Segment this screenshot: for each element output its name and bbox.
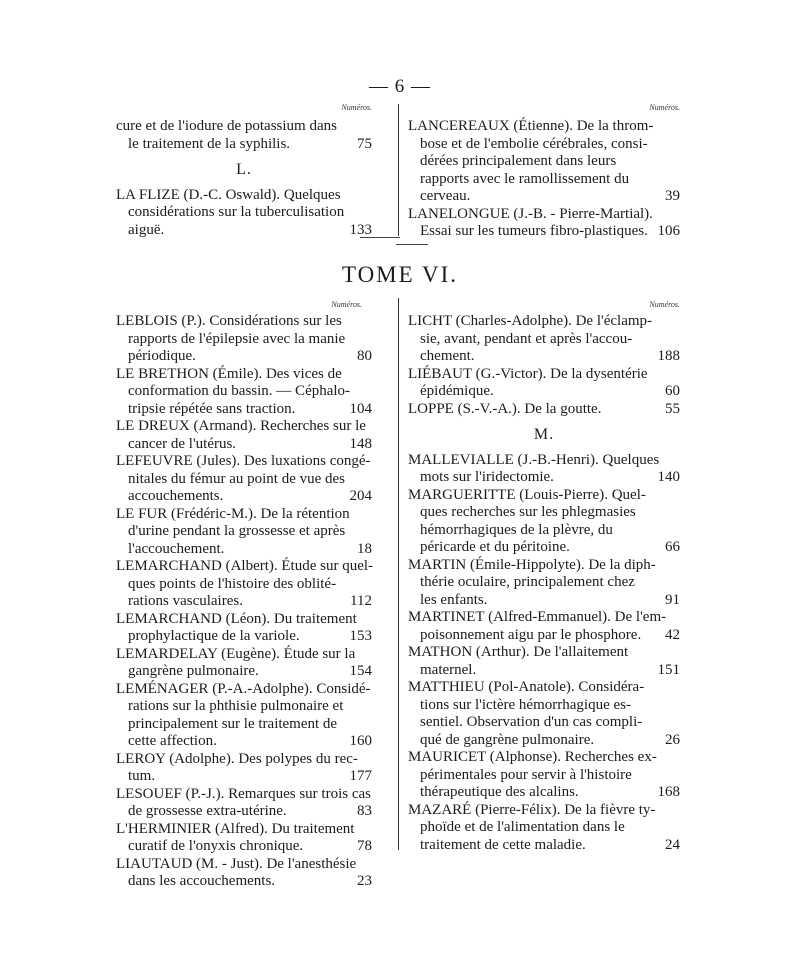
tome-right-column — [408, 313, 680, 854]
index-entry — [116, 856, 372, 891]
entry-line: qué de gangrène pulmonaire. — [420, 731, 595, 748]
entry-line: gangrène pulmonaire. — [128, 663, 259, 679]
entry-line: ques recherches sur les phlegmasies — [420, 504, 636, 520]
numeros-header: Numéros. — [649, 300, 680, 309]
section-letter: M. — [533, 426, 555, 443]
entry-number: 168 — [657, 784, 680, 800]
entry-line: LEMARCHAND (Léon). Du traitement — [116, 610, 357, 627]
entry-line: dans les accouchements. — [128, 873, 276, 889]
entry-line: LIAUTAUD (M. - Just). De l'anesthésie — [116, 855, 357, 872]
entry-line: dérées principalement dans leurs — [420, 153, 617, 169]
entry-line: conformation du bassin. — Céphalo- — [128, 383, 351, 399]
entry-line: l'accouchement. — [128, 540, 225, 557]
entry-line: LE BRETHON (Émile). Des vices de — [116, 365, 342, 382]
index-entry — [408, 802, 680, 855]
section-letter: L. — [236, 161, 252, 178]
entry-line: thérie oculaire, principalement chez — [420, 574, 635, 590]
index-entry — [408, 644, 680, 679]
entry-number: 60 — [665, 383, 680, 399]
entry-line: tions sur l'ictère hémorrhagique es- — [420, 696, 631, 713]
entry-line: péricarde et du péritoine. — [420, 539, 570, 555]
entry-line: LE FUR (Frédéric-M.). De la rétention — [116, 505, 350, 522]
entry-line: LE DREUX (Armand). Recherches sur le — [116, 418, 366, 434]
entry-line: aiguë. — [128, 221, 165, 238]
entry-line: LANCEREAUX (Étienne). De la throm- — [408, 118, 654, 134]
entry-number: 106 — [657, 223, 680, 239]
entry-number: 133 — [349, 221, 372, 238]
entry-line: sentiel. Observation d'un cas compli- — [420, 714, 643, 730]
entry-line: LESOUEF (P.-J.). Remarques sur trois cas — [116, 785, 371, 802]
entry-line: tripsie répétée sans traction. — [128, 400, 296, 417]
entry-line: LIÉBAUT (G.-Victor). De la dysentérie — [408, 365, 648, 382]
entry-line: épidémique. — [420, 383, 494, 399]
page-number: — 6 — — [369, 76, 431, 97]
entry-line: LEFEUVRE (Jules). Des luxations congé- — [116, 453, 371, 469]
entry-line: LEBLOIS (P.). Considérations sur les — [116, 313, 342, 329]
column-divider — [398, 104, 399, 236]
entry-line: MALLEVIALLE (J.-B.-Henri). Quelques — [408, 451, 660, 468]
entry-number: 154 — [349, 663, 372, 679]
entry-line: LA FLIZE (D.-C. Oswald). Quelques — [116, 186, 341, 203]
entry-line: traitement de cette maladie. — [420, 836, 586, 853]
entry-line: prophylactique de la variole. — [128, 628, 300, 644]
entry-number: 153 — [349, 628, 372, 644]
entry-number: 75 — [357, 135, 372, 152]
entry-number: 78 — [357, 838, 372, 854]
index-entry — [408, 401, 680, 419]
entry-line: cure et de l'iodure de potassium dans — [116, 118, 337, 134]
entry-line: LEMARDELAY (Eugène). Étude sur la — [116, 645, 356, 662]
entry-line: tum. — [128, 768, 156, 784]
entry-line: cancer de l'utérus. — [128, 435, 237, 452]
entry-number: 23 — [357, 873, 372, 889]
index-entry — [116, 506, 372, 559]
tome-left-column — [116, 313, 372, 891]
index-entry — [116, 751, 372, 786]
index-entry — [116, 821, 372, 856]
entry-line: thérapeutique des alcalins. — [420, 784, 579, 800]
index-entry — [408, 679, 680, 749]
entry-number: 80 — [357, 348, 372, 364]
entry-line: chement. — [420, 348, 475, 364]
numeros-header: Numéros. — [649, 103, 680, 112]
entry-line: bose et de l'embolie cérébrales, consi- — [420, 135, 648, 152]
entry-line: MATHON (Arthur). De l'allaitement — [408, 644, 629, 660]
entry-line: nitales du fémur au point de vue des — [128, 470, 346, 487]
index-entry — [116, 681, 372, 751]
entry-line: L'HERMINIER (Alfred). Du traitement — [116, 820, 355, 837]
entry-line: périodique. — [128, 348, 196, 364]
index-entry — [408, 313, 680, 366]
entry-number: 104 — [349, 400, 372, 417]
entry-line: mots sur l'iridectomie. — [420, 469, 554, 485]
entry-line: phoïde et de l'alimentation dans le — [420, 819, 625, 835]
entry-number: 66 — [665, 539, 680, 555]
entry-line: rations sur la phthisie pulmonaire et — [128, 698, 344, 714]
entry-line: rapports avec le ramollissement du — [420, 170, 630, 187]
entry-line: LOPPE (S.-V.-A.). De la goutte. — [408, 400, 602, 417]
entry-line: maternel. — [420, 661, 477, 678]
entry-number: 177 — [349, 768, 372, 784]
index-entry — [116, 118, 372, 153]
entry-line: LEMÉNAGER (P.-A.-Adolphe). Considé- — [116, 680, 371, 697]
tome-title: TOME VI. — [341, 262, 459, 287]
entry-number: 140 — [657, 469, 680, 485]
index-entry — [116, 558, 372, 611]
entry-number: 55 — [665, 400, 680, 417]
entry-number: 148 — [349, 435, 372, 452]
entry-line: MARGUERITTE (Louis-Pierre). Quel- — [408, 486, 646, 503]
entry-line: cerveau. — [420, 188, 471, 204]
entry-line: accouchements. — [128, 488, 224, 504]
entry-number: 188 — [657, 348, 680, 364]
entry-line: de grossesse extra-utérine. — [128, 803, 287, 819]
entry-number: 24 — [665, 836, 680, 853]
entry-line: rapports de l'épilepsie avec la manie — [128, 330, 346, 347]
index-entry — [116, 611, 372, 646]
entry-number: 151 — [657, 661, 680, 678]
entry-number: 26 — [665, 731, 680, 748]
entry-line: LEROY (Adolphe). Des polypes du rec- — [116, 750, 358, 767]
top-left-column — [116, 118, 372, 239]
entry-line: LANELONGUE (J.-B. - Pierre-Martial). — [408, 205, 653, 222]
entry-line: périmentales pour servir à l'histoire — [420, 766, 632, 783]
entry-line: rations vasculaires. — [128, 593, 243, 609]
entry-line: les enfants. — [420, 591, 488, 608]
entry-number: 160 — [349, 733, 372, 749]
index-entry — [116, 453, 372, 506]
entry-number: 42 — [665, 626, 680, 643]
index-entry — [408, 118, 680, 206]
entry-number: 112 — [350, 593, 372, 609]
entry-line: Essai sur les tumeurs fibro-plastiques. — [420, 223, 648, 239]
index-entry — [116, 366, 372, 419]
column-divider — [398, 298, 399, 850]
entry-line: ques points de l'histoire des oblité- — [128, 575, 337, 592]
entry-line: MAZARÉ (Pierre-Félix). De la fièvre ty- — [408, 801, 656, 818]
index-entry — [408, 452, 680, 487]
entry-line: considérations sur la tuberculisation — [128, 204, 345, 220]
top-right-column — [408, 118, 680, 241]
entry-line: MAURICET (Alphonse). Recherches ex- — [408, 749, 657, 765]
entry-line: curatif de l'onyxis chronique. — [128, 838, 304, 854]
entry-number: 39 — [665, 188, 680, 204]
entry-line: poisonnement aigu par le phosphore. — [420, 626, 642, 643]
index-entry — [408, 557, 680, 610]
index-entry — [408, 609, 680, 644]
index-entry — [116, 786, 372, 821]
index-entry — [116, 313, 372, 366]
entry-line: MARTINET (Alfred-Emmanuel). De l'em- — [408, 609, 667, 625]
numeros-header: Numéros. — [331, 300, 362, 309]
index-entry — [116, 187, 372, 240]
separator-line — [360, 237, 400, 238]
numeros-header: Numéros. — [341, 103, 372, 112]
entry-number: 204 — [349, 488, 372, 504]
entry-number: 83 — [357, 803, 372, 819]
index-entry — [408, 749, 680, 802]
index-entry — [116, 418, 372, 453]
entry-line: cette affection. — [128, 733, 217, 749]
entry-number: 91 — [665, 591, 680, 608]
index-entry — [116, 646, 372, 681]
entry-line: LICHT (Charles-Adolphe). De l'éclamp- — [408, 313, 653, 329]
entry-line: hémorrhagiques de la plèvre, du — [420, 521, 613, 538]
entry-line: LEMARCHAND (Albert). Étude sur quel- — [116, 558, 374, 574]
index-entry — [408, 487, 680, 557]
entry-number: 18 — [357, 540, 372, 557]
index-entry — [408, 206, 680, 241]
index-entry — [408, 366, 680, 401]
entry-line: le traitement de la syphilis. — [128, 135, 291, 152]
entry-line: principalement sur le traitement de — [128, 715, 338, 732]
entry-line: sie, avant, pendant et après l'accou- — [420, 330, 633, 347]
separator-line — [396, 244, 428, 245]
entry-line: MARTIN (Émile-Hippolyte). De la diph- — [408, 556, 656, 573]
entry-line: MATTHIEU (Pol-Anatole). Considéra- — [408, 679, 645, 695]
entry-line: d'urine pendant la grossesse et après — [128, 523, 346, 539]
